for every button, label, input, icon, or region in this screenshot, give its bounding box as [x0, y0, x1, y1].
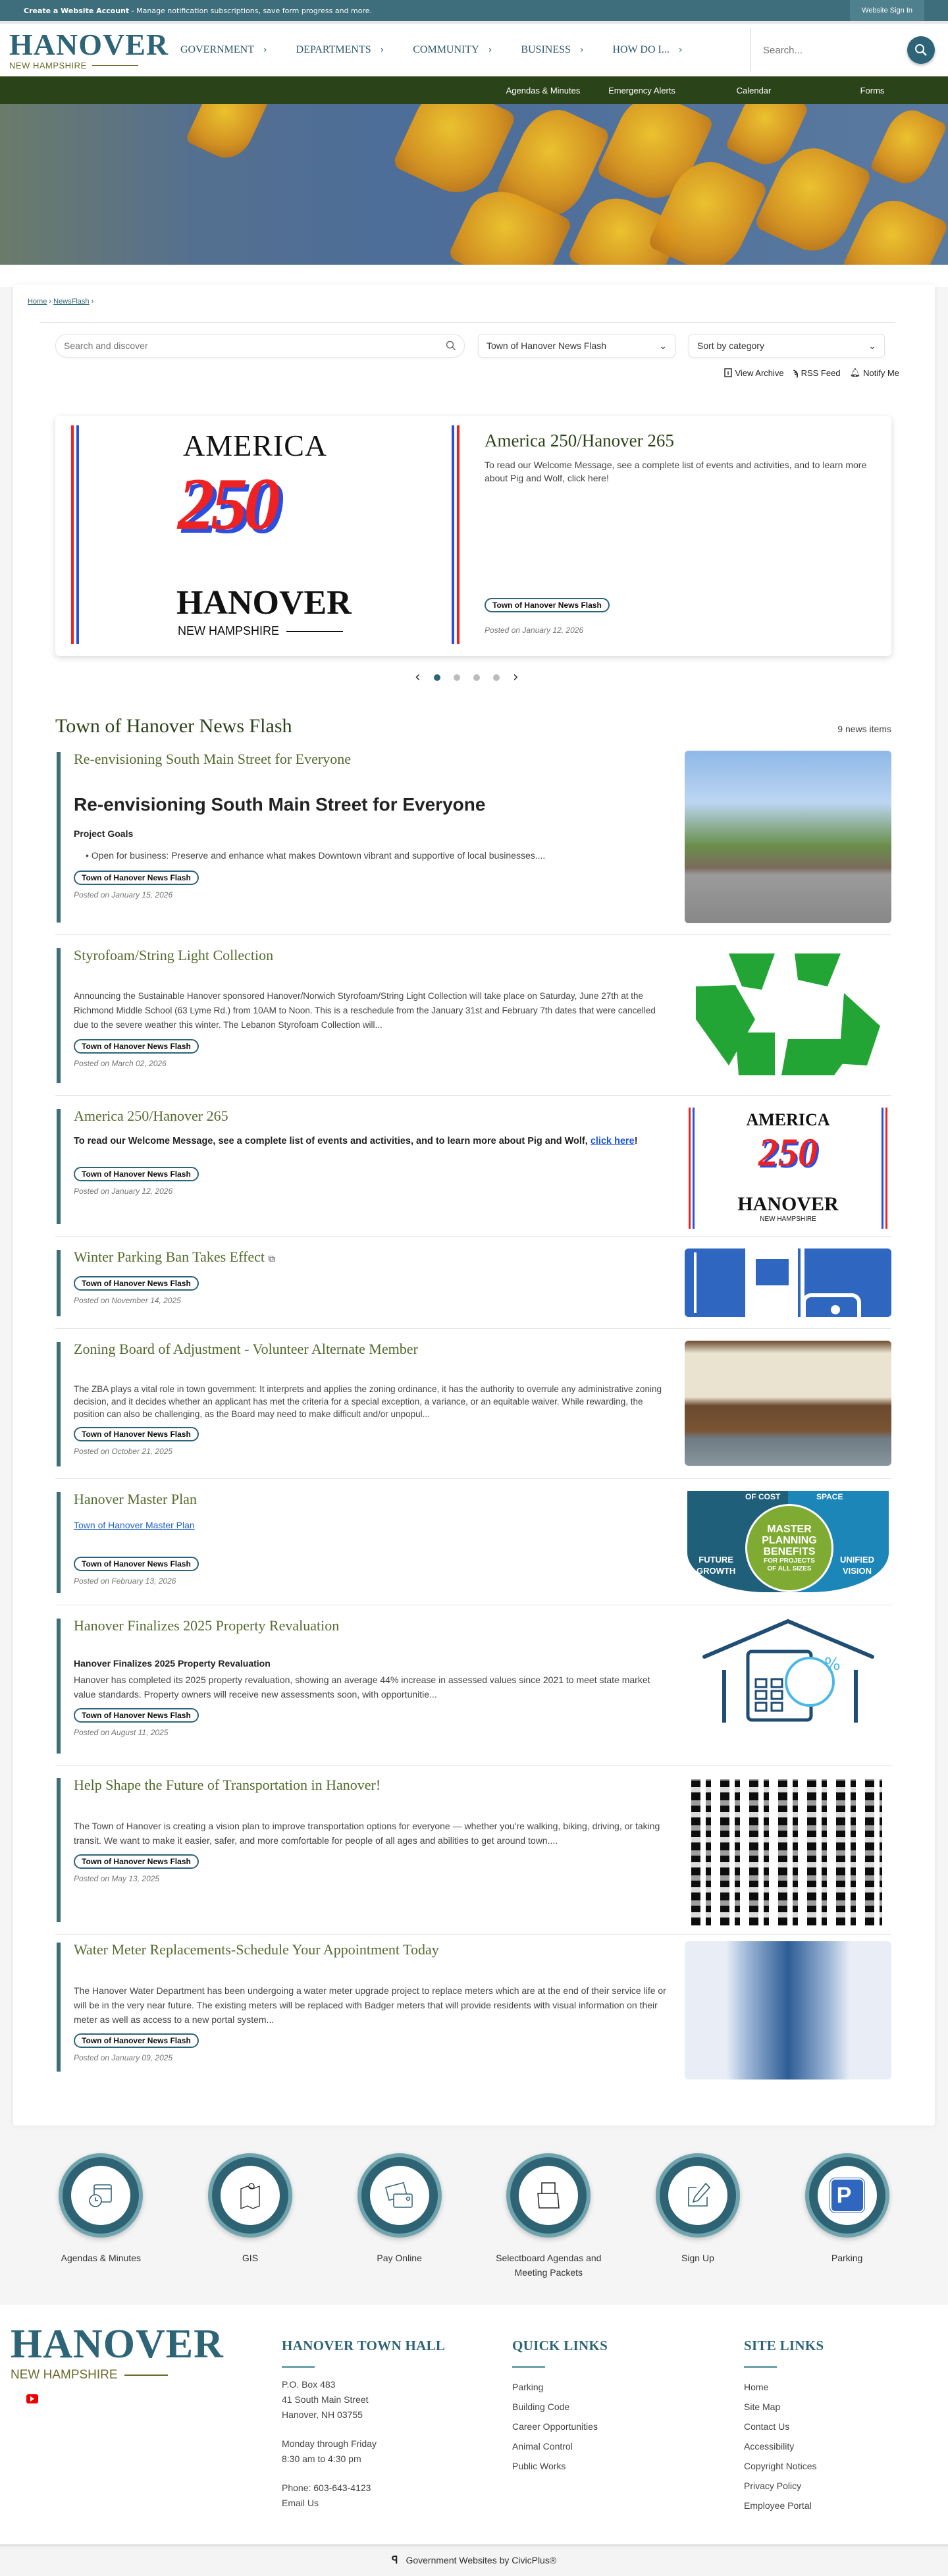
carousel-dot-1[interactable]: [434, 674, 440, 681]
click-here-link[interactable]: click here: [590, 1136, 635, 1146]
news-flash-card: [13, 284, 935, 2126]
news-filters: [55, 334, 885, 358]
rss-icon: ϡ: [793, 367, 799, 378]
post-date: Posted on May 13, 2025: [74, 1874, 160, 1883]
news-title-link[interactable]: Hanover Finalizes 2025 Property Revaluation: [74, 1617, 340, 1634]
footer-link-site-map[interactable]: Site Map: [744, 2402, 781, 2412]
news-item: [55, 1774, 891, 1935]
post-date: Posted on November 14, 2025: [74, 1296, 181, 1305]
news-list-title: Town of Hanover News Flash: [55, 715, 292, 737]
post-date: Posted on March 02, 2026: [74, 1059, 167, 1068]
chevron-down-icon: ⌄: [659, 340, 667, 351]
create-account-banner[interactable]: Create a Website Account - Manage notification subscriptions, save form progress and more.: [24, 6, 373, 15]
category-tag[interactable]: Town of Hanover News Flash: [74, 1708, 199, 1723]
nav-how-do-i[interactable]: HOW DO I... ›: [612, 44, 683, 55]
news-summary: The Town of Hanover is creating a vision plan to improve transportation options for everyone — whether you're walking, biking, driving, or taking transit. We want to make it easier, safer, and more comfortable for people of all ages and abilities to get around town....: [74, 1821, 660, 1846]
post-date: Posted on January 12, 2026: [485, 626, 584, 635]
news-summary: • Open for business: Preserve and enhance what makes Downtown vibrant and supportive of local businesses....: [86, 850, 546, 861]
master-plan-link[interactable]: Town of Hanover Master Plan: [74, 1520, 195, 1530]
category-tag[interactable]: Town of Hanover News Flash: [74, 1854, 199, 1869]
post-date: Posted on January 09, 2025: [74, 2053, 173, 2062]
search-button[interactable]: [907, 36, 935, 64]
news-search: [55, 334, 465, 358]
carousel-dot-3[interactable]: [473, 674, 480, 681]
news-subheading: Project Goals: [74, 828, 134, 839]
news-item: [55, 1488, 891, 1605]
post-date: Posted on August 11, 2025: [74, 1728, 169, 1737]
category-tag[interactable]: Town of Hanover News Flash: [74, 1276, 199, 1291]
category-tag[interactable]: Town of Hanover News Flash: [74, 1167, 199, 1181]
footer-link-animal-control[interactable]: Animal Control: [512, 2441, 573, 2452]
news-actions: [724, 367, 899, 378]
news-subheading: Hanover Finalizes 2025 Property Revaluation: [74, 1658, 271, 1669]
post-date: Posted on January 12, 2026: [74, 1187, 173, 1196]
secondary-nav-forms[interactable]: Forms: [860, 85, 885, 95]
quick-links-bar: [0, 2153, 948, 2280]
news-title-link[interactable]: Winter Parking Ban Takes Effect ⧉: [74, 1248, 275, 1265]
carousel-prev-button[interactable]: ‹: [415, 669, 421, 685]
news-item: [55, 1246, 891, 1329]
quick-link-selectboard[interactable]: Selectboard Agendas and Meeting Packets: [483, 2153, 614, 2280]
news-title-link[interactable]: Water Meter Replacements-Schedule Your Appointment Today: [74, 1941, 439, 1958]
post-date: Posted on February 13, 2026: [74, 1576, 176, 1586]
svg-text:%: %: [824, 1655, 841, 1675]
quick-link-sign-up[interactable]: Sign Up: [632, 2153, 764, 2280]
category-tag[interactable]: Town of Hanover News Flash: [74, 1039, 199, 1054]
qr-code-image[interactable]: [691, 1779, 882, 1925]
news-item: [55, 748, 891, 935]
carousel-title-link[interactable]: America 250/Hanover 265: [485, 431, 674, 450]
folder-document-icon: [534, 2180, 563, 2211]
edit-icon: [683, 2181, 712, 2210]
street-photo-image[interactable]: [685, 751, 891, 923]
category-select[interactable]: Town of Hanover News Flash ⌄: [478, 334, 675, 358]
featured-carousel[interactable]: [55, 416, 891, 656]
news-title-link[interactable]: Re-envisioning South Main Street for Everyone: [74, 751, 351, 767]
youtube-icon[interactable]: [26, 2394, 38, 2403]
quick-link-gis[interactable]: GIS: [184, 2153, 316, 2280]
nav-government[interactable]: GOVERNMENT ›: [180, 44, 267, 55]
quick-link-agendas[interactable]: Agendas & Minutes: [35, 2153, 167, 2280]
email-us-link[interactable]: Email Us: [282, 2498, 319, 2508]
post-date: Posted on January 15, 2026: [74, 890, 173, 899]
chevron-right-icon: ›: [579, 45, 584, 55]
footer-quick-links: QUICK LINKS Parking Building Code Career Opportunities Animal Control Public Works: [512, 2338, 608, 2476]
search-icon: [914, 43, 928, 57]
news-item: [55, 1939, 891, 2083]
calendar-clock-icon: [86, 2181, 115, 2210]
america-250-logo-image: AMERICA 250 HANOVER NEW HAMPSHIRE: [71, 425, 466, 644]
category-tag[interactable]: Town of Hanover News Flash: [74, 1427, 199, 1441]
footer-link-accessibility[interactable]: Accessibility: [744, 2441, 795, 2452]
footer-link-copyright[interactable]: Copyright Notices: [744, 2461, 817, 2471]
map-pin-icon: [237, 2181, 263, 2210]
view-archive-button[interactable]: View Archive: [724, 367, 783, 378]
news-title-link[interactable]: Help Shape the Future of Transportation in Hanover!: [74, 1777, 381, 1793]
chevron-right-icon: ›: [678, 45, 683, 55]
news-item: [55, 1105, 891, 1237]
news-item: [55, 1615, 891, 1766]
footer-link-parking[interactable]: Parking: [512, 2382, 544, 2392]
news-list-header: [55, 715, 891, 738]
news-title-link[interactable]: America 250/Hanover 265: [74, 1108, 228, 1124]
header-search: [750, 28, 948, 72]
footer-logo[interactable]: HANOVER NEW HAMPSHIRE: [11, 2322, 224, 2382]
news-heading: Re-envisioning South Main Street for Everyone: [74, 794, 486, 815]
chevron-down-icon: ⌄: [868, 340, 876, 351]
secondary-nav-calendar[interactable]: Calendar: [736, 85, 772, 95]
meeting-room-photo-image[interactable]: [685, 1341, 891, 1466]
carousel-description: To read our Welcome Message, see a complete list of events and activities, and to learn more about Pig and Wolf, click here!: [485, 460, 867, 483]
chevron-right-icon: ›: [263, 45, 267, 55]
hero-banner-autumn-leaves: [0, 104, 948, 265]
news-item: [55, 1338, 891, 1479]
recycle-symbol-image[interactable]: [685, 947, 891, 1079]
breadcrumb-home[interactable]: Home: [28, 298, 47, 306]
footer-link-privacy[interactable]: Privacy Policy: [744, 2481, 802, 2491]
news-search-input[interactable]: [64, 340, 327, 351]
parking-icon: P: [830, 2178, 864, 2213]
pattern-band: [0, 265, 948, 287]
news-count: 9 news items: [837, 724, 891, 734]
house-calculator-icon-image[interactable]: [685, 1617, 891, 1759]
category-tag[interactable]: Town of Hanover News Flash: [74, 1557, 199, 1571]
header-search-input[interactable]: [763, 45, 882, 56]
civicplus-credit[interactable]: ꟼ Government Websites by CivicPlus®: [0, 2544, 948, 2576]
notify-me-button[interactable]: 🔔︎ Notify Me: [849, 367, 899, 378]
quick-link-pay-online[interactable]: Pay Online: [334, 2153, 465, 2280]
news-summary: Announcing the Sustainable Hanover sponsored Hanover/Norwich Styrofoam/String Light Collection will take place on Saturday, June 27th at the Richmond Middle School (63 Lyme Rd.) from 10AM to Noon. This is a reschedule from the January 31st and February 7th dates that were cancelled due to the severe weather this winter. The Lebanon Styrofoam Collection will...: [74, 991, 656, 1030]
news-title-link[interactable]: Styrofoam/String Light Collection: [74, 947, 274, 963]
quick-link-parking[interactable]: P Parking: [781, 2153, 913, 2280]
divider: [40, 322, 895, 323]
news-title-link[interactable]: Hanover Master Plan: [74, 1491, 197, 1507]
nav-business[interactable]: BUSINESS ›: [521, 44, 584, 55]
phone-number: Phone: 603-643-4123: [282, 2482, 371, 2493]
search-icon[interactable]: [446, 340, 456, 351]
parking-sign-image[interactable]: [685, 1248, 891, 1317]
chevron-right-icon: ›: [488, 45, 492, 55]
news-summary: The ZBA plays a vital role in town government: It interprets and applies the zoning ordinance, it has the authority to overrule any administrative zoning decision, and it decides whether an applicant has met the criteria for a special exception, a variance, or an equitable waiver. While rewarding, the position can also be challenging, as the Board may need to make difficult and/or unpopul...: [74, 1384, 662, 1419]
footer-link-careers[interactable]: Career Opportunities: [512, 2421, 598, 2432]
news-summary: The Hanover Water Department has been undergoing a water meter upgrade project to replace meters which are at the end of their service life or will be in the very near future. The existing meters will be replaced with Badger meters that will provide residents with visual information on their meter as well as access to a new portal system...: [74, 1985, 666, 2025]
news-item: [55, 944, 891, 1096]
footer-town-hall: HANOVER TOWN HALL P.O. Box 483 41 South Main Street Hanover, NH 03755 Monday through Friday 8:30 am to 4:30 pm Phone: 603-643-4123 Email Us: [282, 2338, 445, 2511]
category-tag[interactable]: Town of Hanover News Flash: [485, 598, 610, 612]
nav-community[interactable]: COMMUNITY ›: [413, 44, 492, 55]
bell-icon: 🔔︎: [849, 367, 861, 377]
carousel-next-button[interactable]: ›: [512, 669, 519, 685]
master-plan-graphic-image[interactable]: OF COST SPACE MASTER PLANNING BENEFITS FOR PROJECTS OF ALL SIZES FUTURE GROWTH UNIFIED VISION: [685, 1491, 891, 1595]
main-nav: [167, 44, 750, 56]
external-link-icon: ⧉: [268, 1254, 275, 1264]
carousel-dot-2[interactable]: [454, 674, 460, 681]
secondary-nav-emergency-alerts[interactable]: Emergency Alerts: [608, 85, 675, 95]
news-title-link[interactable]: Zoning Board of Adjustment - Volunteer Alternate Member: [74, 1341, 418, 1357]
carousel-pagination: [415, 669, 519, 685]
footer-site-links: SITE LINKS Home Site Map Contact Us Accessibility Copyright Notices Privacy Policy Employee Portal: [744, 2338, 824, 2515]
civicplus-logo-icon: ꟼ: [391, 2555, 398, 2566]
rss-feed-button[interactable]: ϡ RSS Feed: [793, 367, 841, 378]
site-footer: [0, 2305, 948, 2544]
breadcrumb-newsflash[interactable]: NewsFlash: [53, 298, 90, 306]
archive-icon: [724, 368, 732, 377]
top-bar: [0, 0, 948, 21]
footer-link-building-code[interactable]: Building Code: [512, 2402, 570, 2412]
sort-select[interactable]: Sort by category ⌄: [689, 334, 885, 358]
site-logo[interactable]: HANOVER NEW HAMPSHIRE: [9, 27, 169, 70]
breadcrumb: Home › NewsFlash ›: [28, 298, 94, 306]
footer-link-public-works[interactable]: Public Works: [512, 2461, 566, 2471]
site-header: [0, 24, 948, 76]
credit-card-icon: [384, 2181, 415, 2210]
secondary-nav: [0, 76, 948, 104]
water-glass-photo-image[interactable]: [685, 1941, 891, 2080]
category-tag[interactable]: Town of Hanover News Flash: [74, 871, 199, 885]
website-sign-in-button[interactable]: Website Sign In: [850, 0, 924, 21]
footer-link-contact-us[interactable]: Contact Us: [744, 2421, 790, 2432]
chevron-right-icon: ›: [380, 45, 384, 55]
footer-link-home[interactable]: Home: [744, 2382, 769, 2392]
nav-departments[interactable]: DEPARTMENTS ›: [296, 44, 384, 55]
category-tag[interactable]: Town of Hanover News Flash: [74, 2033, 199, 2048]
news-summary: To read our Welcome Message, see a complete list of events and activities, and to learn more about Pig and Wolf, click here!: [74, 1136, 638, 1146]
footer-link-employee-portal[interactable]: Employee Portal: [744, 2500, 812, 2511]
secondary-nav-agendas[interactable]: Agendas & Minutes: [506, 85, 581, 95]
carousel-dot-4[interactable]: [493, 674, 500, 681]
post-date: Posted on October 21, 2025: [74, 1447, 173, 1456]
america-250-logo-image[interactable]: AMERICA 250 HANOVER NEW HAMPSHIRE: [685, 1108, 891, 1229]
news-summary: Hanover has completed its 2025 property revaluation, showing an average 44% increase in assessed values since 2021 to meet state market value standards. Property owners will receive new assessments soon, with opportunitie...: [74, 1675, 650, 1700]
